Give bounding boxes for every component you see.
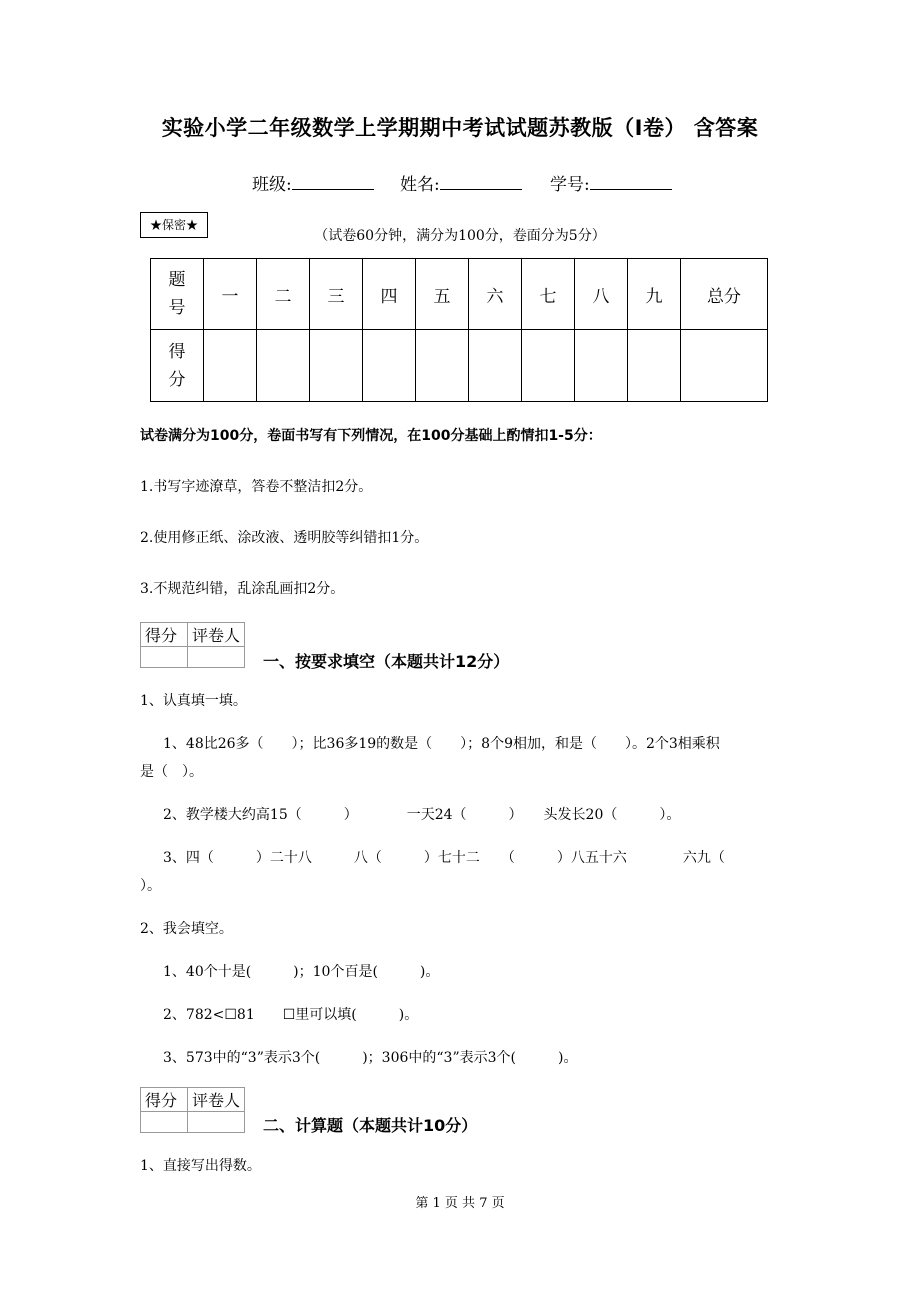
question-line: 3、573中的“3”表示3个( )；306中的“3”表示3个( )。 xyxy=(163,1050,578,1066)
score-cell[interactable] xyxy=(522,330,575,402)
id-blank[interactable] xyxy=(590,173,672,190)
grader-name-label: 评卷人 xyxy=(188,623,245,647)
class-blank[interactable] xyxy=(292,173,374,190)
grader-name-cell[interactable] xyxy=(188,647,245,668)
score-cell[interactable] xyxy=(363,330,416,402)
question-line: ）。 xyxy=(140,878,161,894)
exam-note: （试卷60分钟，满分为100分，卷面分为5分） xyxy=(314,228,606,244)
question-line: 2、782<☐81 ☐里可以填( )。 xyxy=(163,1007,419,1023)
secret-badge: ★保密★ xyxy=(140,212,208,238)
grader-box xyxy=(140,622,245,668)
grader-score-label: 得分 xyxy=(141,623,188,647)
grader-score-cell[interactable] xyxy=(141,647,188,668)
question-line: 1、48比26多（ ）；比36多19的数是（ ）；8个9相加，和是（ ）。2个3相乘积 xyxy=(163,736,720,752)
column-header: 五 xyxy=(416,259,469,330)
column-header: 二 xyxy=(257,259,310,330)
column-header: 八 xyxy=(575,259,628,330)
name-label: 姓名: xyxy=(400,175,440,195)
question-line: 是（ ）。 xyxy=(140,764,203,780)
header-label-cell: 题号 xyxy=(151,259,204,330)
score-cell[interactable] xyxy=(469,330,522,402)
rule-item: 3.不规范纠错，乱涂乱画扣2分。 xyxy=(140,581,345,597)
score-cell[interactable] xyxy=(257,330,310,402)
rule-heading: 试卷满分为100分，卷面书写有下列情况，在100分基础上酌情扣1-5分： xyxy=(140,428,602,444)
column-header-total: 总分 xyxy=(681,259,768,330)
column-header: 九 xyxy=(628,259,681,330)
question-line: 3、四（ ）二十八 八（ ）七十二 （ ）八五十六 六九（ xyxy=(163,850,725,866)
score-cell[interactable] xyxy=(575,330,628,402)
score-cell[interactable] xyxy=(628,330,681,402)
column-header: 七 xyxy=(522,259,575,330)
question-line: 2、教学楼大约高15（ ） 一天24（ ） 头发长20（ ）。 xyxy=(163,807,681,823)
id-label: 学号: xyxy=(550,175,590,195)
section-1-title: 一、按要求填空（本题共计12分） xyxy=(263,652,510,671)
page-title: 实验小学二年级数学上学期期中考试试题苏教版（I卷） 含答案 xyxy=(161,116,759,140)
grader-score-label: 得分 xyxy=(141,1088,188,1112)
row-label-cell: 得分 xyxy=(151,330,204,402)
name-blank[interactable] xyxy=(440,173,522,190)
column-header: 一 xyxy=(204,259,257,330)
question-line: 1、40个十是( )；10个百是( )。 xyxy=(163,964,440,980)
score-table-score-row xyxy=(151,330,768,402)
rule-item: 2.使用修正纸、涂改液、透明胶等纠错扣1分。 xyxy=(140,530,429,546)
score-cell[interactable] xyxy=(416,330,469,402)
page-footer: 第 1 页 共 7 页 xyxy=(415,1196,505,1211)
score-cell[interactable] xyxy=(204,330,257,402)
grader-box xyxy=(140,1087,245,1133)
score-table-header-row xyxy=(151,259,768,330)
grader-name-cell[interactable] xyxy=(188,1112,245,1133)
section-2-title: 二、计算题（本题共计10分） xyxy=(263,1116,478,1135)
grader-name-label: 评卷人 xyxy=(188,1088,245,1112)
column-header: 六 xyxy=(469,259,522,330)
grader-score-cell[interactable] xyxy=(141,1112,188,1133)
question-title: 1、直接写出得数。 xyxy=(140,1158,261,1174)
rule-item: 1.书写字迹潦草，答卷不整洁扣2分。 xyxy=(140,479,373,495)
column-header: 四 xyxy=(363,259,416,330)
id-field xyxy=(550,170,672,195)
class-label: 班级: xyxy=(252,175,292,195)
question-title: 2、我会填空。 xyxy=(140,921,233,937)
score-cell[interactable] xyxy=(310,330,363,402)
question-title: 1、认真填一填。 xyxy=(140,693,247,709)
score-table xyxy=(150,258,768,402)
name-field xyxy=(400,170,522,195)
class-field xyxy=(252,170,374,195)
column-header: 三 xyxy=(310,259,363,330)
score-cell-total[interactable] xyxy=(681,330,768,402)
